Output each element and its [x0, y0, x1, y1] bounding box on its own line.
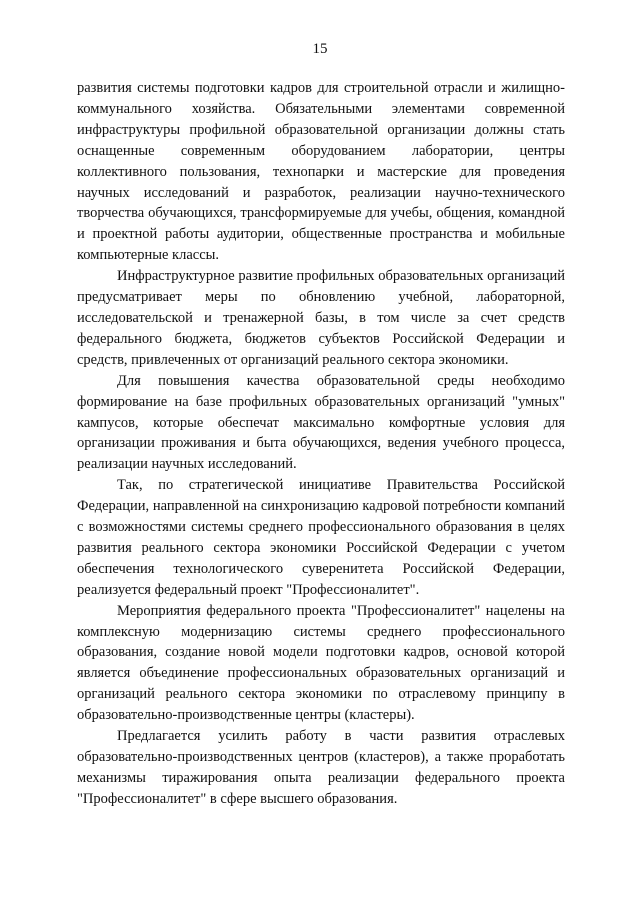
paragraph-continuation: развития системы подготовки кадров для строительной отрасли и жилищно-коммунального хозяйства. Обязательными элементами современной инфраструктуры профильной образовательной организации должны стать оснащенные современным оборудованием лаборатории, центры коллективного пользования, технопарки и мастерские для проведения научных исследований и разработок, реализации научно-технического творчества обучающихся, трансформируемые для учебы, общения, командной и проектной работы аудитории, общественные пространства и мобильные компьютерные классы. [77, 80, 565, 264]
paragraph-proposal: Предлагается усилить работу в части развития отраслевых образовательно-производственных центров (кластеров), а также проработать механизмы тиражирования опыта реализации федерального проекта "Профессионалитет" в сфере высшего образования. [77, 728, 565, 807]
document-body [77, 78, 565, 810]
paragraph-infrastructure: Инфраструктурное развитие профильных образовательных организаций предусматривает меры по обновлению учебной, лабораторной, исследовательской и тренажерной базы, в том числе за счет средств федерального бюджета, бюджетов субъектов Российской Федерации и средств, привлеченных от организаций реального сектора экономики. [77, 268, 565, 368]
paragraph-government-initiative: Так, по стратегической инициативе Правительства Российской Федерации, направленной на синхронизацию кадровой потребности компаний с возможностями системы среднего профессионального образования в целях развития реального сектора экономики Российской Федерации с учетом обеспечения технологического суверенитета Российской Федерации, реализуется федеральный проект "Профессионалитет". [77, 477, 565, 598]
page-number: 15 [312, 41, 328, 57]
paragraph-smart-campus: Для повышения качества образовательной среды необходимо формирование на базе профильных образовательных организаций "умных" кампусов, которые обеспечат максимально комфортные условия для организации проживания и быта обучающихся, ведения учебного процесса, реализации научных исследований. [77, 372, 565, 473]
paragraph-professionalitet-goals: Мероприятия федерального проекта "Профессионалитет" нацелены на комплексную модернизацию системы среднего профессионального образования, создание новой модели подготовки кадров, основой которой является объединение профессиональных образовательных организаций и организаций реального сектора экономики по отраслевому принципу в образовательно-производственные центры (кластеры). [77, 602, 565, 724]
